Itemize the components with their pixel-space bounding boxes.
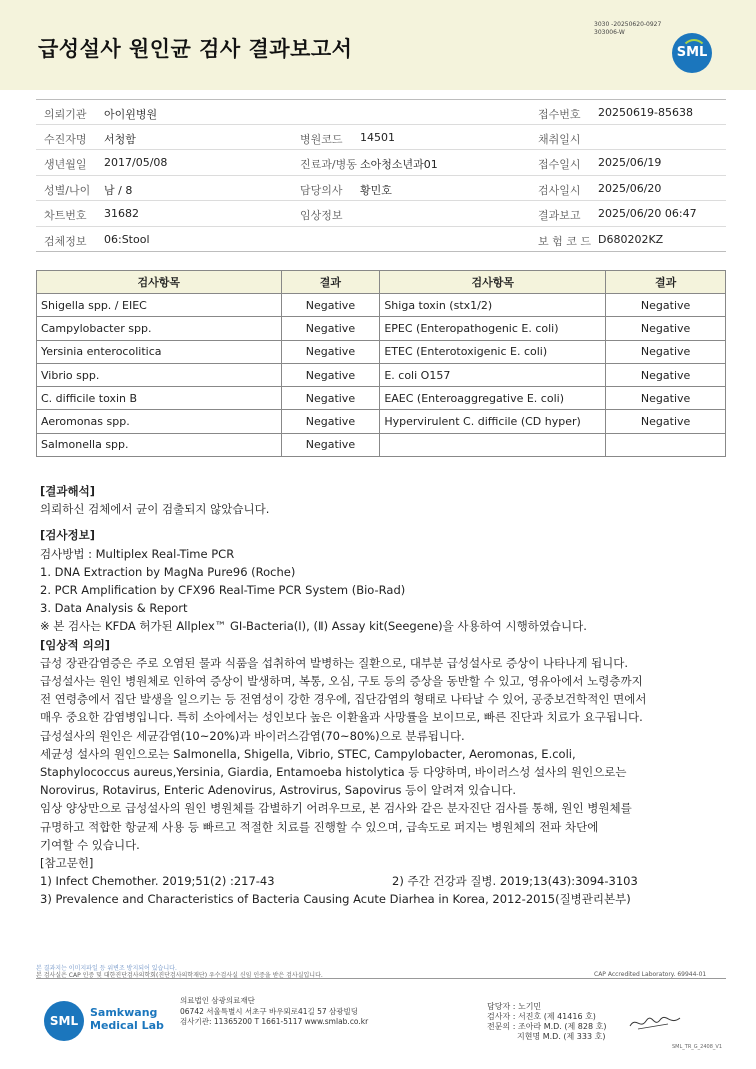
sml-logo-icon: SML — [672, 33, 712, 73]
results-header-row — [37, 271, 726, 294]
info-label: 보 험 코 드 — [538, 234, 591, 248]
info-value: 아이윈병원 — [104, 108, 158, 121]
results-row — [37, 363, 726, 386]
results-table — [36, 270, 726, 457]
info-value: 2025/06/19 — [598, 156, 662, 169]
info-label: 진료과/병동 — [300, 158, 357, 171]
result-value: Negative — [281, 317, 380, 340]
info-value: 남 / 8 — [104, 183, 133, 197]
test-item: EPEC (Enteropathogenic E. coli) — [380, 317, 606, 340]
result-value: Negative — [281, 387, 380, 410]
col-header-item: 검사항목 — [37, 271, 282, 294]
reference-row — [40, 872, 720, 890]
col-header-item: 검사항목 — [380, 271, 606, 294]
signatories — [487, 1002, 606, 1042]
signatory-specialist-1: 전문의 : 조아라 M.D. (제 828 호) — [487, 1022, 607, 1031]
clinical-line: 임상 양상만으로 급성설사의 원인 병원체를 감별하기 어려우므로, 본 검사와 같은 분자진단 검사를 통해, 원인 병원체를 — [40, 801, 632, 816]
patient-info-section — [36, 99, 726, 252]
test-item: C. difficile toxin B — [37, 387, 282, 410]
info-value: D680202KZ — [598, 232, 664, 246]
info-value: 소아청소년과01 — [360, 158, 438, 171]
results-row — [37, 294, 726, 317]
clinical-line: 급성 장관감염증은 주로 오염된 물과 식품을 섭취하여 발병하는 질환으로, 대부분 급성설사로 증상이 나타나게 됩니다. — [40, 655, 629, 670]
test-item: Shigella spp. / EIEC — [37, 294, 282, 317]
clinical-line: 급성설사의 원인은 세균감염(10~20%)과 바이러스감염(70~80%)으로 분류됩니다. — [40, 728, 465, 743]
test-item: Salmonella spp. — [37, 433, 282, 456]
clinical-line: 규명하고 적합한 항균제 사용 등 빠르고 적절한 치료를 진행할 수 있으며, 급속도로 퍼지는 병원체의 전파 차단에 — [40, 819, 599, 834]
interpretation-text: 의뢰하신 검체에서 균이 검출되지 않았습니다. — [40, 502, 270, 517]
result-value: Negative — [281, 363, 380, 386]
result-value: Negative — [606, 294, 726, 317]
test-info-line: 검사방법 : Multiplex Real-Time PCR — [40, 546, 235, 561]
test-info-line: 3. Data Analysis & Report — [40, 601, 188, 616]
info-value: 2017/05/08 — [104, 156, 168, 169]
info-row — [36, 125, 726, 151]
info-value: 31682 — [104, 207, 139, 220]
info-label: 임상정보 — [300, 209, 343, 222]
clinical-title: [임상적 의의] — [40, 637, 111, 652]
result-value: Negative — [606, 317, 726, 340]
info-label: 수진자명 — [44, 132, 87, 146]
test-info-line: 2. PCR Amplification by CFX96 Real-Time PCR System (Bio-Rad) — [40, 583, 406, 598]
clinical-line: Norovirus, Rotavirus, Enteric Adenovirus, Astrovirus, Sapovirus 등이 알려져 있습니다. — [40, 783, 517, 798]
info-row — [36, 150, 726, 176]
info-label: 채취일시 — [538, 132, 581, 146]
test-item: ETEC (Enterotoxigenic E. coli) — [380, 340, 606, 363]
lab-contact: 검사기관: 11365200 T 1661-5117 www.smlab.co.kr — [180, 1017, 369, 1026]
clinical-lines — [40, 654, 720, 854]
test-item: E. coli O157 — [380, 363, 606, 386]
references-title: [참고문헌] — [40, 856, 94, 871]
info-row — [36, 201, 726, 227]
signatory-tester: 검사자 : 서진호 (제 41416 호) — [487, 1012, 596, 1021]
report-code — [594, 21, 661, 37]
accreditation-notice: 본 검사실은 CAP 인증 및 대한진단검사의학회(진단검사의학재단) 우수검사실 신임 인증을 받은 검사실입니다. — [36, 972, 323, 979]
info-label: 생년월일 — [44, 158, 87, 171]
info-value: 2025/06/20 06:47 — [598, 207, 697, 220]
test-info-line: 1. DNA Extraction by MagNa Pure96 (Roche) — [40, 564, 296, 579]
clinical-line: 급성설사는 원인 병원체로 인하여 증상이 발생하며, 복통, 오심, 구토 등의 증상을 동반할 수 있고, 영유아에서 노령층까지 — [40, 674, 643, 689]
clinical-line: 기여할 수 있습니다. — [40, 837, 140, 852]
info-value: 황민호 — [360, 183, 392, 197]
result-value: Negative — [281, 340, 380, 363]
info-label: 의뢰기관 — [44, 108, 87, 121]
info-label: 접수일시 — [538, 158, 581, 171]
col-header-result: 결과 — [281, 271, 380, 294]
clinical-line: 세균성 설사의 원인으로는 Salmonella, Shigella, Vibrio, STEC, Campylobacter, Aeromonas, E.coli, — [40, 746, 576, 761]
results-row — [37, 317, 726, 340]
info-label: 성별/나이 — [44, 183, 91, 197]
info-row — [36, 176, 726, 202]
report-header — [0, 0, 756, 90]
result-value: Negative — [281, 410, 380, 433]
test-item: Campylobacter spp. — [37, 317, 282, 340]
test-item — [380, 433, 606, 456]
test-item: Yersinia enterocolitica — [37, 340, 282, 363]
info-label: 검체정보 — [44, 234, 87, 248]
info-label: 검사일시 — [538, 183, 581, 197]
interpretation-title: [결과해석] — [40, 484, 95, 498]
signatory-manager: 담당자 : 노기민 — [487, 1002, 542, 1011]
reference-2: 2) 주간 건강과 질병. 2019;13(43):3094-3103 — [392, 874, 638, 889]
report-code-line1: 3030 -20250620-0927 — [594, 21, 662, 28]
result-value: Negative — [606, 387, 726, 410]
col-header-result: 결과 — [606, 271, 726, 294]
result-value: Negative — [606, 363, 726, 386]
samkwang-logo-icon: SML — [44, 1001, 84, 1041]
info-label: 결과보고 — [538, 209, 581, 222]
cap-accreditation: CAP Accredited Laboratory. 69944-01 — [594, 971, 707, 978]
info-label: 담당의사 — [300, 183, 343, 197]
report-title: 급성설사 원인균 검사 결과보고서 — [38, 37, 353, 61]
result-value — [606, 433, 726, 456]
test-info-line: ※ 본 검사는 KFDA 허가된 Allplex™ GI-Bacteria(Ⅰ), (Ⅱ) Assay kit(Seegene)을 사용하여 시행하였습니다. — [40, 619, 587, 634]
info-label: 접수번호 — [538, 108, 581, 121]
info-value: 14501 — [360, 130, 395, 144]
test-info-title: [검사정보] — [40, 528, 95, 543]
reference-1: 1) Infect Chemother. 2019;51(2) :217-43 — [40, 874, 275, 889]
lab-name-line2: Medical Lab — [90, 1019, 164, 1032]
clinical-line: 전 연령층에서 집단 발생을 일으키는 등 전염성이 강한 경우에, 집단감염의 형태로 나타날 수 있어, 공중보건학적인 면에서 — [40, 692, 647, 707]
info-value: 20250619-85638 — [598, 106, 693, 119]
test-item: Hypervirulent C. difficile (CD hyper) — [380, 410, 606, 433]
reference-3: 3) Prevalence and Characteristics of Bacteria Causing Acute Diarhea in Korea, 2012-2015(질병관리본부) — [40, 892, 631, 907]
test-item: Shiga toxin (stx1/2) — [380, 294, 606, 317]
result-value: Negative — [606, 340, 726, 363]
result-value: Negative — [606, 410, 726, 433]
info-row — [36, 227, 726, 253]
lab-name-line1: Samkwang — [90, 1006, 158, 1019]
lab-name — [90, 1006, 164, 1032]
test-item: Vibrio spp. — [37, 363, 282, 386]
footer-divider — [36, 978, 726, 979]
test-item: Aeromonas spp. — [37, 410, 282, 433]
info-value: 서청함 — [104, 132, 136, 146]
test-info-lines — [40, 545, 720, 636]
info-label: 병원코드 — [300, 132, 343, 146]
results-row — [37, 433, 726, 456]
results-row — [37, 340, 726, 363]
result-value: Negative — [281, 294, 380, 317]
signature-icon — [628, 1012, 682, 1034]
info-value: 2025/06/20 — [598, 181, 662, 195]
info-label: 차트번호 — [44, 209, 87, 222]
lab-foundation: 의료법인 삼광의료재단 — [180, 996, 255, 1005]
forgery-notice: 본 결과지는 이미지파일 등 위변조 방지되어 있습니다. — [36, 965, 177, 972]
clinical-line: 매우 중요한 감염병입니다. 특히 소아에서는 성인보다 높은 이환율과 사망률을 보이므로, 빠른 진단과 치료가 요구됩니다. — [40, 710, 643, 725]
report-body — [40, 482, 720, 909]
document-code: SML_TR_G_2408_V1 — [672, 1044, 723, 1050]
lab-street: 06742 서울특별시 서초구 바우뫼로41길 57 삼광빌딩 — [180, 1006, 359, 1016]
clinical-line: Staphylococcus aureus,Yersinia, Giardia, Entamoeba histolytica 등 다양하며, 바이러스성 설사의 원인으로는 — [40, 765, 627, 780]
lab-address — [180, 996, 368, 1028]
signatory-specialist-2: 지현명 M.D. (제 333 호) — [517, 1032, 606, 1041]
report-code-line2: 303006-W — [594, 29, 625, 36]
test-item: EAEC (Enteroaggregative E. coli) — [380, 387, 606, 410]
results-row — [37, 410, 726, 433]
result-value: Negative — [281, 433, 380, 456]
results-row — [37, 387, 726, 410]
info-row — [36, 99, 726, 125]
info-value: 06:Stool — [104, 232, 150, 246]
